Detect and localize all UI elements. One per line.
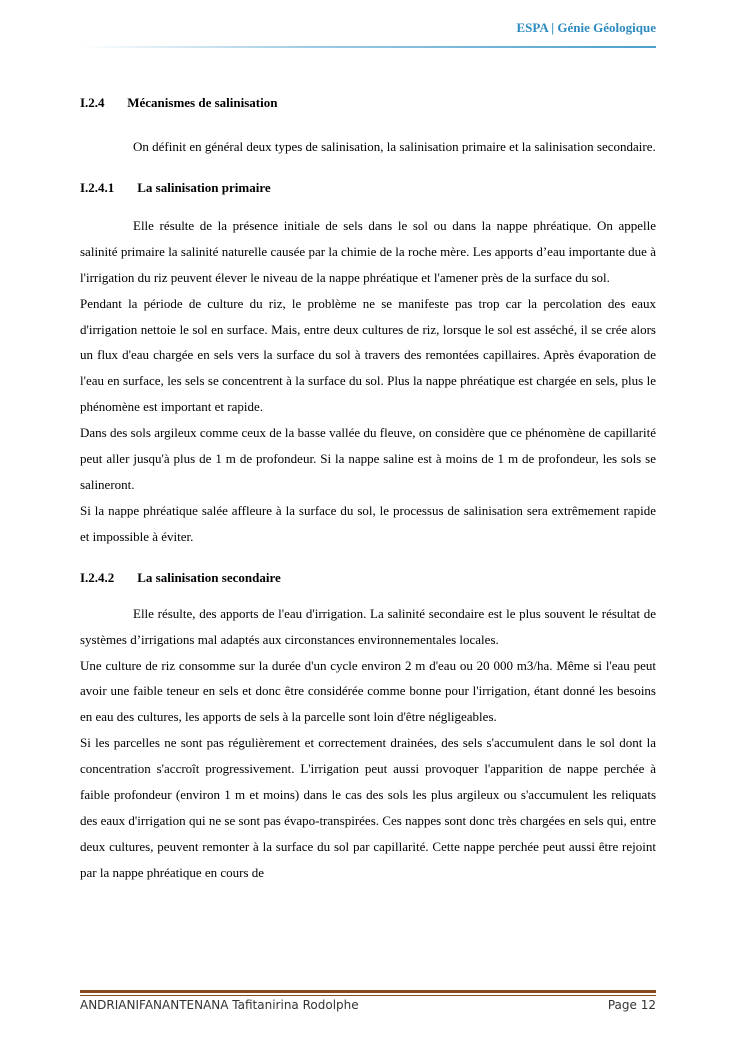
paragraph: Si la nappe phréatique salée affleure à la surface du sol, le processus de salinisation sera extrêmement rapide et impossible à éviter. bbox=[80, 502, 656, 544]
subsection-title: La salinisation primaire bbox=[137, 179, 271, 195]
section-number: I.2.4 bbox=[80, 95, 105, 110]
section-heading bbox=[80, 95, 656, 111]
paragraph: Si les parcelles ne sont pas régulièrement et correctement drainées, des sels s'accumulent dans le sol dont la concentration s'accroît progressivement. L'irrigation peut aussi provoquer l'apparition de nappe perchée à faible profondeur (environ 1 m et moins) dans le cas des sols les plus argileux ou s'accumulent les reliquats des eaux d'irrigation qui ne se sont pas évapo-transpirées. Ces nappes sont donc très chargées en sels qui, entre deux cultures, peuvent remonter à la surface du sol par capillarité. Cette nappe perchée peut aussi être rejoint par la nappe phréatique en cours de bbox=[80, 735, 656, 880]
paragraph: Pendant la période de culture du riz, le problème ne se manifeste pas trop car la percolation des eaux d'irrigation nettoie le sol en surface. Mais, entre deux cultures de riz, lorsque le sol est asséché, il se crée alors un flux d'eau chargée en sels vers la surface du sol à travers des remontées capillaires. Après évaporation de l'eau en surface, les sels se concentrent à la surface du sol. Plus la nappe phréatique est chargée en sels, plus le phénomène est important et rapide. bbox=[80, 295, 656, 415]
running-header: ESPA | Génie Géologique bbox=[516, 20, 656, 35]
subsection-number: I.2.4.1 bbox=[80, 179, 115, 195]
subsection-heading-primary bbox=[80, 180, 656, 196]
running-footer bbox=[80, 998, 656, 1012]
paragraph: Une culture de riz consomme sur la durée d'un cycle environ 2 m d'eau ou 20 000 m3/ha. Même si l'eau peut avoir une faible teneur en sels et donc être considérée comme bonne pour l'irrigation, étant donné les besoins en eau des cultures, les apports de sels à la parcelle sont loin d'être négligeables. bbox=[80, 657, 656, 725]
paragraph: Elle résulte de la présence initiale de sels dans le sol ou dans la nappe phréatique. On appelle salinité primaire la salinité naturelle causée par la chimie de la roche mère. Les apports d’eau importante due à l'irrigation du riz peuvent élever le niveau de la nappe phréatique et l'amener près de la surface du sol. bbox=[80, 217, 656, 285]
page-number: Page 12 bbox=[607, 998, 656, 1012]
subsection-number: I.2.4.2 bbox=[80, 569, 115, 585]
paragraph: Elle résulte, des apports de l'eau d'irrigation. La salinité secondaire est le plus souvent le résultat de systèmes d’irrigations mal adaptés aux circonstances environnementales locales. bbox=[80, 605, 656, 647]
footer-divider bbox=[80, 990, 656, 993]
page-body bbox=[80, 95, 656, 886]
header-divider bbox=[80, 46, 656, 48]
paragraph: Dans des sols argileux comme ceux de la basse vallée du fleuve, on considère que ce phénomène de capillarité peut aller jusqu'à plus de 1 m de profondeur. Si la nappe saline est à moins de 1 m de profondeur, les sols se salineront. bbox=[80, 425, 656, 492]
section-title: Mécanismes de salinisation bbox=[127, 95, 278, 110]
footer-author: ANDRIANIFANANTENANA Tafitanirina Rodolphe bbox=[80, 998, 359, 1012]
intro-paragraph: On définit en général deux types de salinisation, la salinisation primaire et la salinisation secondaire. bbox=[133, 139, 656, 154]
footer-divider-thin bbox=[80, 995, 656, 996]
subsection-title: La salinisation secondaire bbox=[137, 569, 281, 585]
subsection-heading-secondary bbox=[80, 570, 656, 586]
